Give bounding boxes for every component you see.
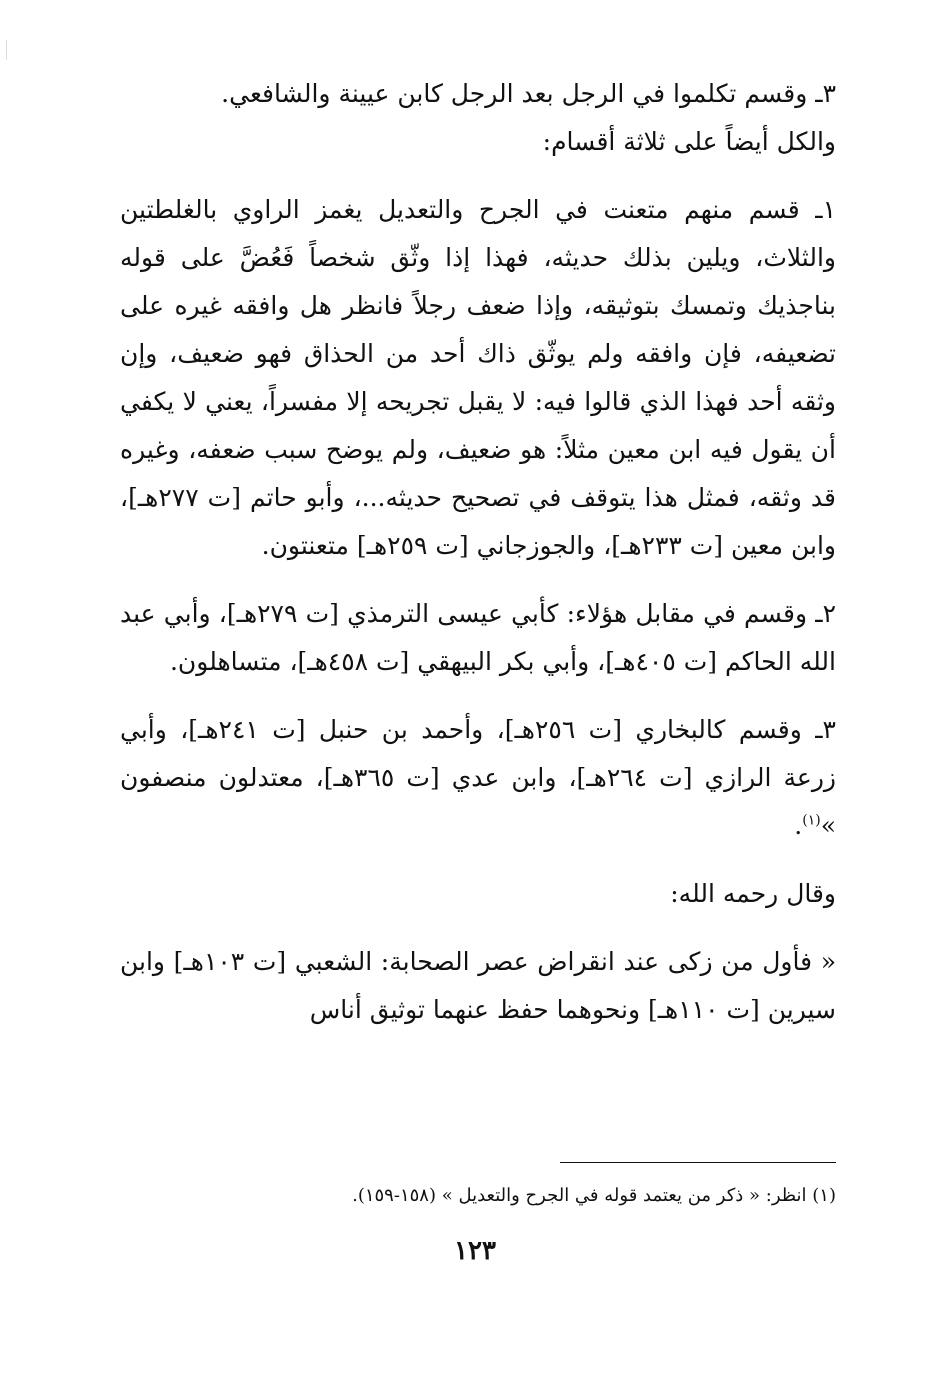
- footnote-text: انظر: « ذكر من يعتمد قوله في الجرح والتعديل » (١٥٨-١٥٩).: [352, 1185, 807, 1206]
- scan-margin-mark: [6, 40, 7, 60]
- paragraph-7: « فأول من زكى عند انقراض عصر الصحابة: الشعبي [ت ١٠٣هـ] وابن سيرين [ت ١١٠هـ] ونحوهما حفظ عنهما توثيق أناس: [120, 947, 837, 1024]
- paragraph-1: ٣ـ وقسم تكلموا في الرجل بعد الرجل كابن عيينة والشافعي.: [221, 79, 836, 108]
- main-text: [120, 70, 836, 1034]
- paragraph-6: وقال رحمه الله:: [670, 879, 836, 908]
- page-number: ١٢٣: [454, 1236, 496, 1266]
- paragraph-3: ١ـ قسم منهم متعنت في الجرح والتعديل يغمز الراوي بالغلطتين والثلاث، ويلين بذلك حديثه، فهذا إذا وثّق شخصاً فَعُضَّ على قوله بناجذيك وتمسك بتوثيقه، وإذا ضعف رجلاً فانظر هل وافقه غيره على تضعيفه، فإن وافقه ولم يوثّق ذاك أحد من الحذاق فهو ضعيف، وإن وثقه أحد فهذا الذي قالوا فيه: لا يقبل تجريحه إلا مفسراً، يعني لا يكفي أن يقول فيه ابن معين مثلاً: هو ضعيف، ولم يوضح سبب ضعفه، وغيره قد وثقه، فمثل هذا يتوقف في تصحيح حديثه...، وأبو حاتم [ت ٢٧٧هـ]، وابن معين [ت ٢٣٣هـ]، والجوزجاني [ت ٢٥٩هـ] متعنتون.: [120, 195, 836, 560]
- paragraph-4: ٢ـ وقسم في مقابل هؤلاء: كأبي عيسى الترمذي [ت ٢٧٩هـ]، وأبي عبد الله الحاكم [ت ٤٠٥هـ]، وأبي بكر البيهقي [ت ٤٥٨هـ]، متساهلون.: [120, 599, 836, 676]
- paragraph-2: والكل أيضاً على ثلاثة أقسام:: [542, 127, 836, 156]
- paragraph-5-end: .: [794, 811, 803, 840]
- footnote-separator: [560, 1162, 836, 1163]
- paragraph-5-text: ٣ـ وقسم كالبخاري [ت ٢٥٦هـ]، وأحمد بن حنبل [ت ٢٤١هـ]، وأبي زرعة الرازي [ت ٢٦٤هـ]، وابن عدي [ت ٣٦٥هـ]، معتدلون منصفون »: [120, 715, 836, 840]
- paragraph-5: [120, 706, 836, 850]
- footnote-number: (١): [812, 1185, 836, 1206]
- footnote-reference[interactable]: (١): [802, 812, 821, 829]
- footnote: [120, 1180, 836, 1212]
